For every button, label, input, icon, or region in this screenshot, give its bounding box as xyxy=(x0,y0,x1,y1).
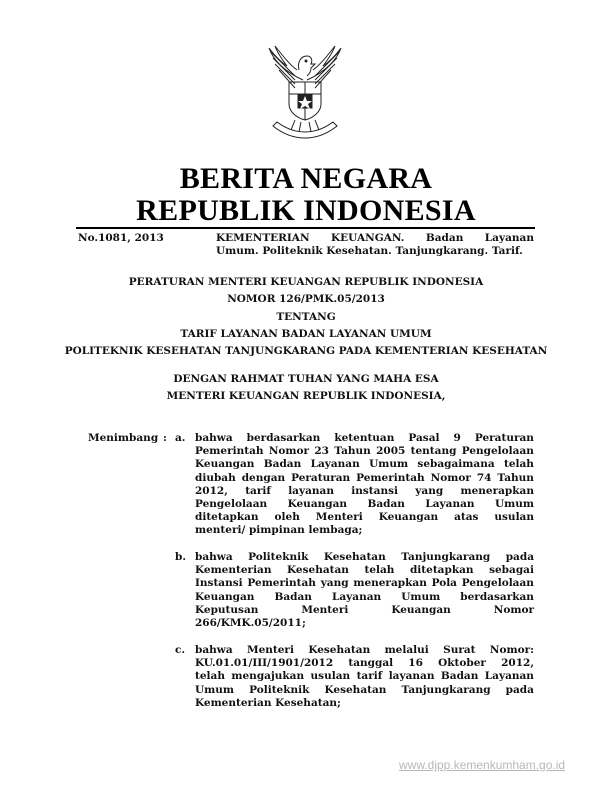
header-divider xyxy=(76,227,535,229)
regulation-subject: TARIF LAYANAN BADAN LAYANAN UMUM xyxy=(180,328,432,340)
invocation: DENGAN RAHMAT TUHAN YANG MAHA ESA xyxy=(173,373,439,385)
description-word: Badan xyxy=(425,232,464,244)
item-marker: c. xyxy=(175,644,186,656)
description-word: KEMENTERIAN xyxy=(216,232,310,244)
item-line: Instansi Pemerintah yang menerapkan Pola Pengelolaan xyxy=(195,577,534,590)
menimbang-colon: : xyxy=(163,432,167,444)
item-line: bahwa berdasarkan ketentuan Pasal 9 Peraturan xyxy=(195,432,534,444)
item-line: KU.01.01/III/1901/2012 tanggal 16 Oktober 2012, xyxy=(195,657,534,670)
item-line: 266/KMK.05/2011; xyxy=(195,617,306,630)
regulation-about: TENTANG xyxy=(276,311,336,323)
item-line: Keputusan Menteri Keuangan Nomor xyxy=(195,603,534,616)
garuda-emblem-icon xyxy=(255,42,355,142)
item-line: Kementerian Kesehatan telah ditetapkan sebagai xyxy=(195,564,534,577)
publication-subtitle: REPUBLIK INDONESIA xyxy=(136,194,476,227)
regulation-title: PERATURAN MENTERI KEUANGAN REPUBLIK INDONESIA xyxy=(128,276,484,288)
source-watermark-link[interactable]: www.djpp.kemenkumham.go.id xyxy=(399,758,566,772)
item-line: bahwa Politeknik Kesehatan Tanjungkarang pada xyxy=(195,551,534,563)
item-line: 2012, tarif layanan instansi yang menerapkan xyxy=(195,484,534,497)
regulation-number: NOMOR 126/PMK.05/2013 xyxy=(227,293,385,305)
item-line: Umum Politeknik Kesehatan Tanjungkarang pada xyxy=(195,683,534,696)
item-marker: a. xyxy=(175,432,186,444)
publication-title: BERITA NEGARA xyxy=(179,162,433,195)
item-line: menteri/ pimpinan lembaga; xyxy=(195,524,363,537)
issuer: MENTERI KEUANGAN REPUBLIK INDONESIA, xyxy=(166,390,446,402)
item-line: telah mengajukan usulan tarif layanan Badan Layanan xyxy=(195,670,534,683)
description-line: Umum. Politeknik Kesehatan. Tanjungkarang. Tarif. xyxy=(216,245,523,257)
gazette-number: No.1081, 2013 xyxy=(78,232,164,244)
item-line: bahwa Menteri Kesehatan melalui Surat Nomor: xyxy=(195,644,534,656)
menimbang-label: Menimbang xyxy=(88,432,159,444)
item-marker: b. xyxy=(175,551,186,563)
item-line: diubah dengan Peraturan Pemerintah Nomor 74 Tahun xyxy=(195,471,534,484)
item-line: Keuangan Badan Layanan Umum berdasarkan xyxy=(195,590,534,603)
item-line: ditetapkan oleh Menteri Keuangan atas usulan xyxy=(195,511,534,524)
item-line: Kementerian Kesehatan; xyxy=(195,696,341,709)
regulation-subject-2: POLITEKNIK KESEHATAN TANJUNGKARANG PADA KEMENTERIAN KESEHATAN xyxy=(64,345,548,357)
item-line: Pengelolaan Keuangan Badan Layanan Umum xyxy=(195,498,534,511)
description-word: Layanan xyxy=(484,232,534,244)
gazette-description xyxy=(216,232,534,258)
item-line: Pemerintah Nomor 23 Tahun 2005 tentang Pengelolaan xyxy=(195,445,534,458)
description-word: KEUANGAN. xyxy=(331,232,405,244)
item-line: Keuangan Badan Layanan Umum sebagaimana telah xyxy=(195,458,534,471)
